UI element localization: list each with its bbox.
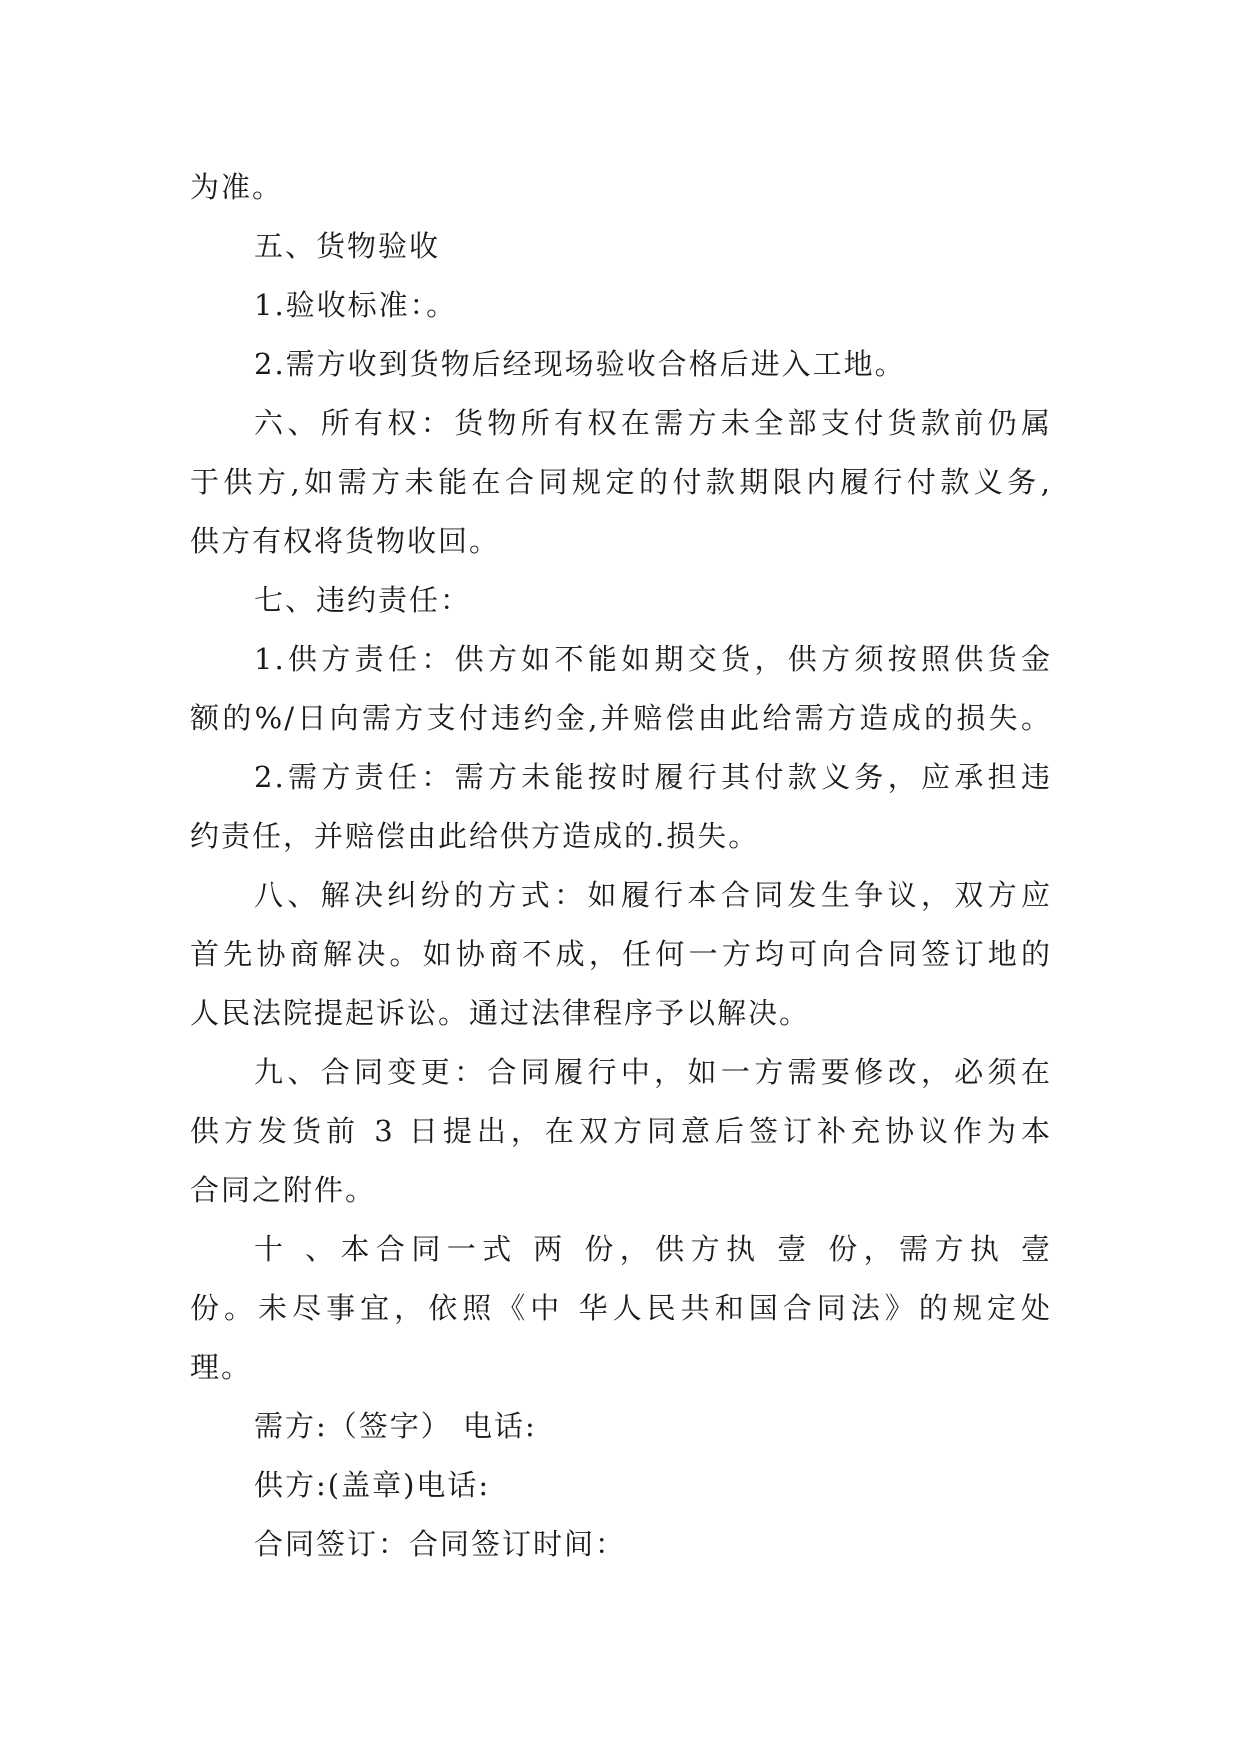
text-line: 份。未尽事宜，依照《中 华人民共和国合同法》的规定处 — [190, 1291, 1052, 1325]
text-line: 首先协商解决。如协商不成，任何一方均可向合同签订地的 — [190, 937, 1052, 971]
text-line: 1.供方责任：供方如不能如期交货，供方须按照供货金 — [254, 642, 1052, 676]
text-line: 理。 — [190, 1350, 253, 1384]
text-line: 供方有权将货物收回。 — [190, 524, 501, 558]
signature-line-supplier: 供方:(盖章)电话: — [254, 1468, 491, 1502]
section-heading-acceptance: 五、货物验收 — [254, 229, 441, 263]
text-line: 约责任，并赔偿由此给供方造成的.损失。 — [190, 819, 760, 853]
section-heading-disputes: 八、解决纠纷的方式：如履行本合同发生争议，双方应 — [254, 878, 1052, 912]
text-line: 2.需方责任：需方未能按时履行其付款义务，应承担违 — [254, 760, 1052, 794]
section-heading-liability: 七、违约责任： — [254, 583, 472, 617]
section-heading-changes: 九、合同变更：合同履行中，如一方需要修改，必须在 — [254, 1055, 1052, 1089]
text-line: 供方发货前 3 日提出，在双方同意后签订补充协议作为本 — [190, 1114, 1052, 1148]
text-line: 于供方,如需方未能在合同规定的付款期限内履行付款义务, — [190, 465, 1052, 499]
signature-line-buyer: 需方:（签字） 电话: — [254, 1409, 537, 1443]
contract-text — [190, 158, 1052, 1574]
text-line: 2.需方收到货物后经现场验收合格后进入工地。 — [254, 347, 906, 381]
text-line: 人民法院提起诉讼。通过法律程序予以解决。 — [190, 996, 811, 1030]
signing-date-line: 合同签订：合同签订时间： — [254, 1527, 627, 1561]
text-line: 额的%/日向需方支付违约金,并赔偿由此给需方造成的损失。 — [190, 701, 1052, 735]
text-line: 1.验收标准：。 — [254, 288, 458, 322]
text-line: 为准。 — [190, 170, 284, 204]
section-heading-ownership: 六、所有权：货物所有权在需方未全部支付货款前仍属 — [254, 406, 1052, 440]
section-heading-copies: 十 、本合同一式 两 份，供方执 壹 份，需方执 壹 — [254, 1232, 1052, 1266]
text-line: 合同之附件。 — [190, 1173, 377, 1207]
